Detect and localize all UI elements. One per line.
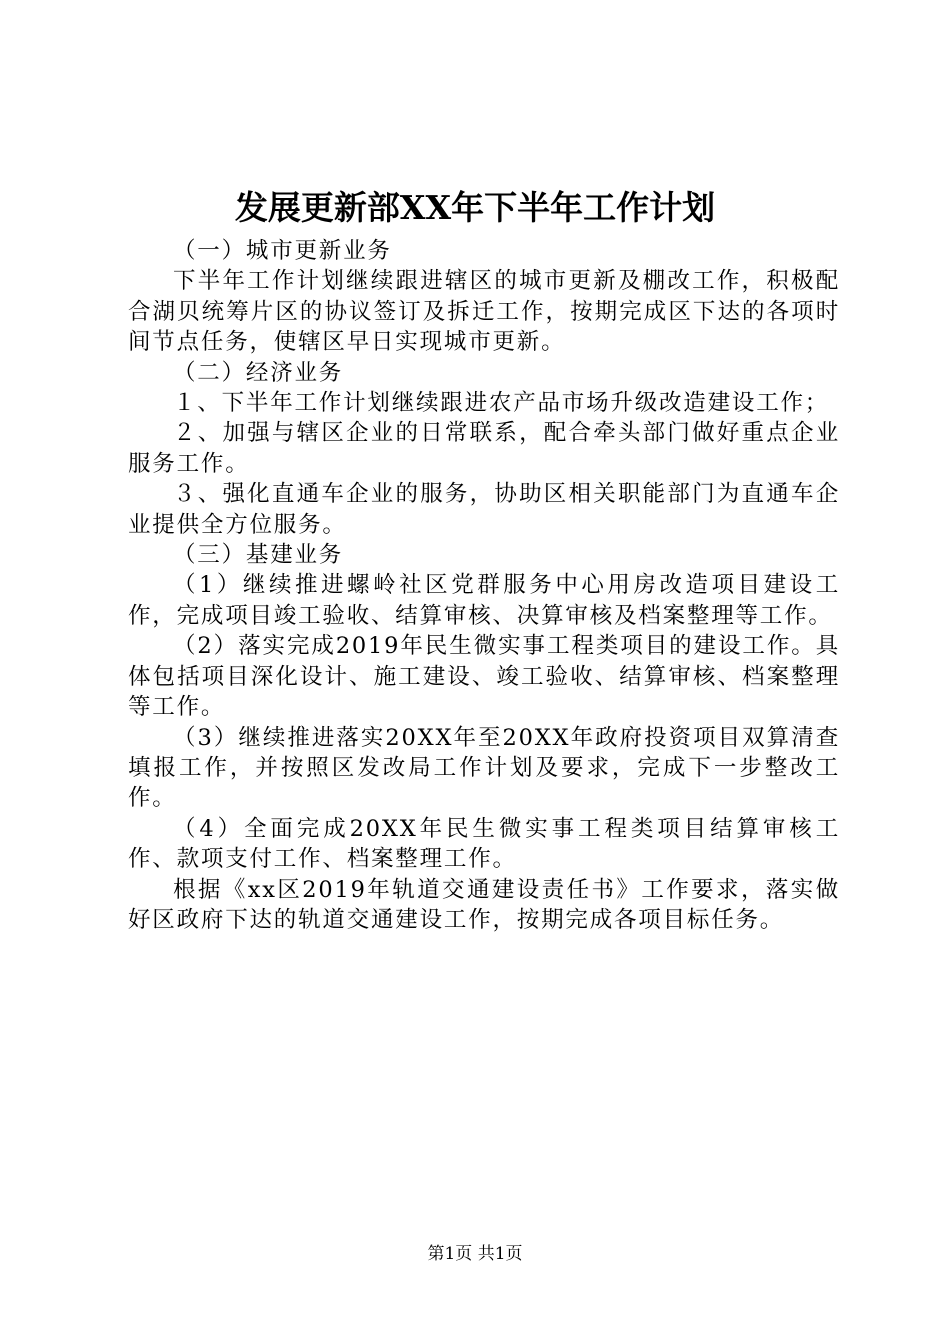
paragraph-economy-item-2: ２、加强与辖区企业的日常联系，配合牵头部门做好重点企业服务工作。 [128,420,840,477]
section-heading-urban-renewal: （一）城市更新业务 [173,238,392,264]
section-heading-economy: （二）经济业务 [173,359,344,386]
paragraph-infrastructure-item-1: （1）继续推进螺岭社区党群服务中心用房改造项目建设工作，完成项目竣工验收、结算审核、决算审核及档案整理等工作。 [128,572,840,629]
paragraph-economy-item-1: １、下半年工作计划继续跟进农产品市场升级改造建设工作； [173,390,830,417]
paragraph-economy-item-3: ３、强化直通车企业的服务，协助区相关职能部门为直通车企业提供全方位服务。 [128,481,840,538]
paragraph-infrastructure-item-3: （3）继续推进落实20XX年至20XX年政府投资项目双算清查填报工作，并按照区发改局工作计划及要求，完成下一步整改工作。 [128,724,840,812]
page-number-footer: 第1页 共1页 [427,1244,523,1264]
paragraph-urban-renewal: 下半年工作计划继续跟进辖区的城市更新及棚改工作，积极配合湖贝统筹片区的协议签订及拆迁工作，按期完成区下达的各项时间节点任务，使辖区早日实现城市更新。 [128,268,840,356]
document-title: 发展更新部XX年下半年工作计划 [234,188,716,227]
document-body [128,236,840,935]
paragraph-rail-transit: 根据《xx区2019年轨道交通建设责任书》工作要求，落实做好区政府下达的轨道交通建设工作，按期完成各项目标任务。 [128,876,840,933]
paragraph-infrastructure-item-2: （2）落实完成2019年民生微实事工程类项目的建设工作。具体包括项目深化设计、施工建设、竣工验收、结算审核、档案整理等工作。 [128,633,840,721]
section-heading-infrastructure: （三）基建业务 [173,542,344,569]
paragraph-infrastructure-item-4: （4）全面完成20XX年民生微实事工程类项目结算审核工作、款项支付工作、档案整理工作。 [128,815,840,873]
